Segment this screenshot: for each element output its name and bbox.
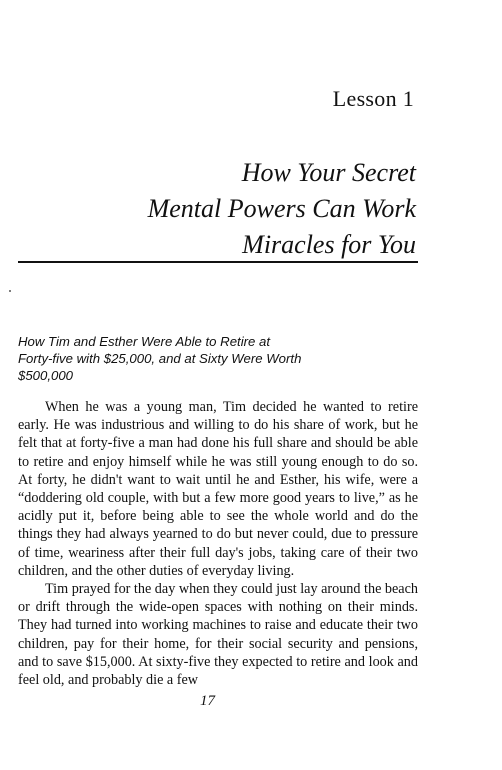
scan-speck [9,290,11,292]
subheading-line: $500,000 [18,368,74,383]
body-text [18,398,418,689]
section-subheading [18,333,358,384]
chapter-title-line: Miracles for You [242,230,416,259]
chapter-title-line: How Your Secret [241,158,416,187]
chapter-title-line: Mental Powers Can Work [147,194,416,223]
lesson-label: Lesson 1 [332,86,414,111]
page-number: 17 [200,693,215,709]
paragraph: Tim prayed for the day when they could just lay around the beach or drift through the wide-open spaces with nothing on their minds. They had turned into working machines to raise and educate their two children, pay for their home, for their social security and pensions, and to save $15,000. At sixty-five they expected to retire and look and feel old, and probably die a few [18,581,418,689]
chapter-title [56,155,416,263]
title-divider [18,261,418,263]
paragraph: When he was a young man, Tim decided he wanted to retire early. He was industrious and willing to do his share of work, but he felt that at forty-five a man had done his full share and should be able to retire and enjoy himself while he was still young enough to do so. At forty, he didn't want to wait until he and Esther, his wife, were a “doddering old couple, with but a few more good years to live,” as he acidly put it, before being able to see the whole world and do the things they had always yearned to do but never could, due to pressure of time, weariness after their full day's jobs, taking care of their two children, and the other duties of everyday living. [18,399,418,579]
subheading-line: How Tim and Esther Were Able to Retire at [18,334,271,349]
subheading-line: Forty-five with $25,000, and at Sixty Were Worth [18,351,302,366]
